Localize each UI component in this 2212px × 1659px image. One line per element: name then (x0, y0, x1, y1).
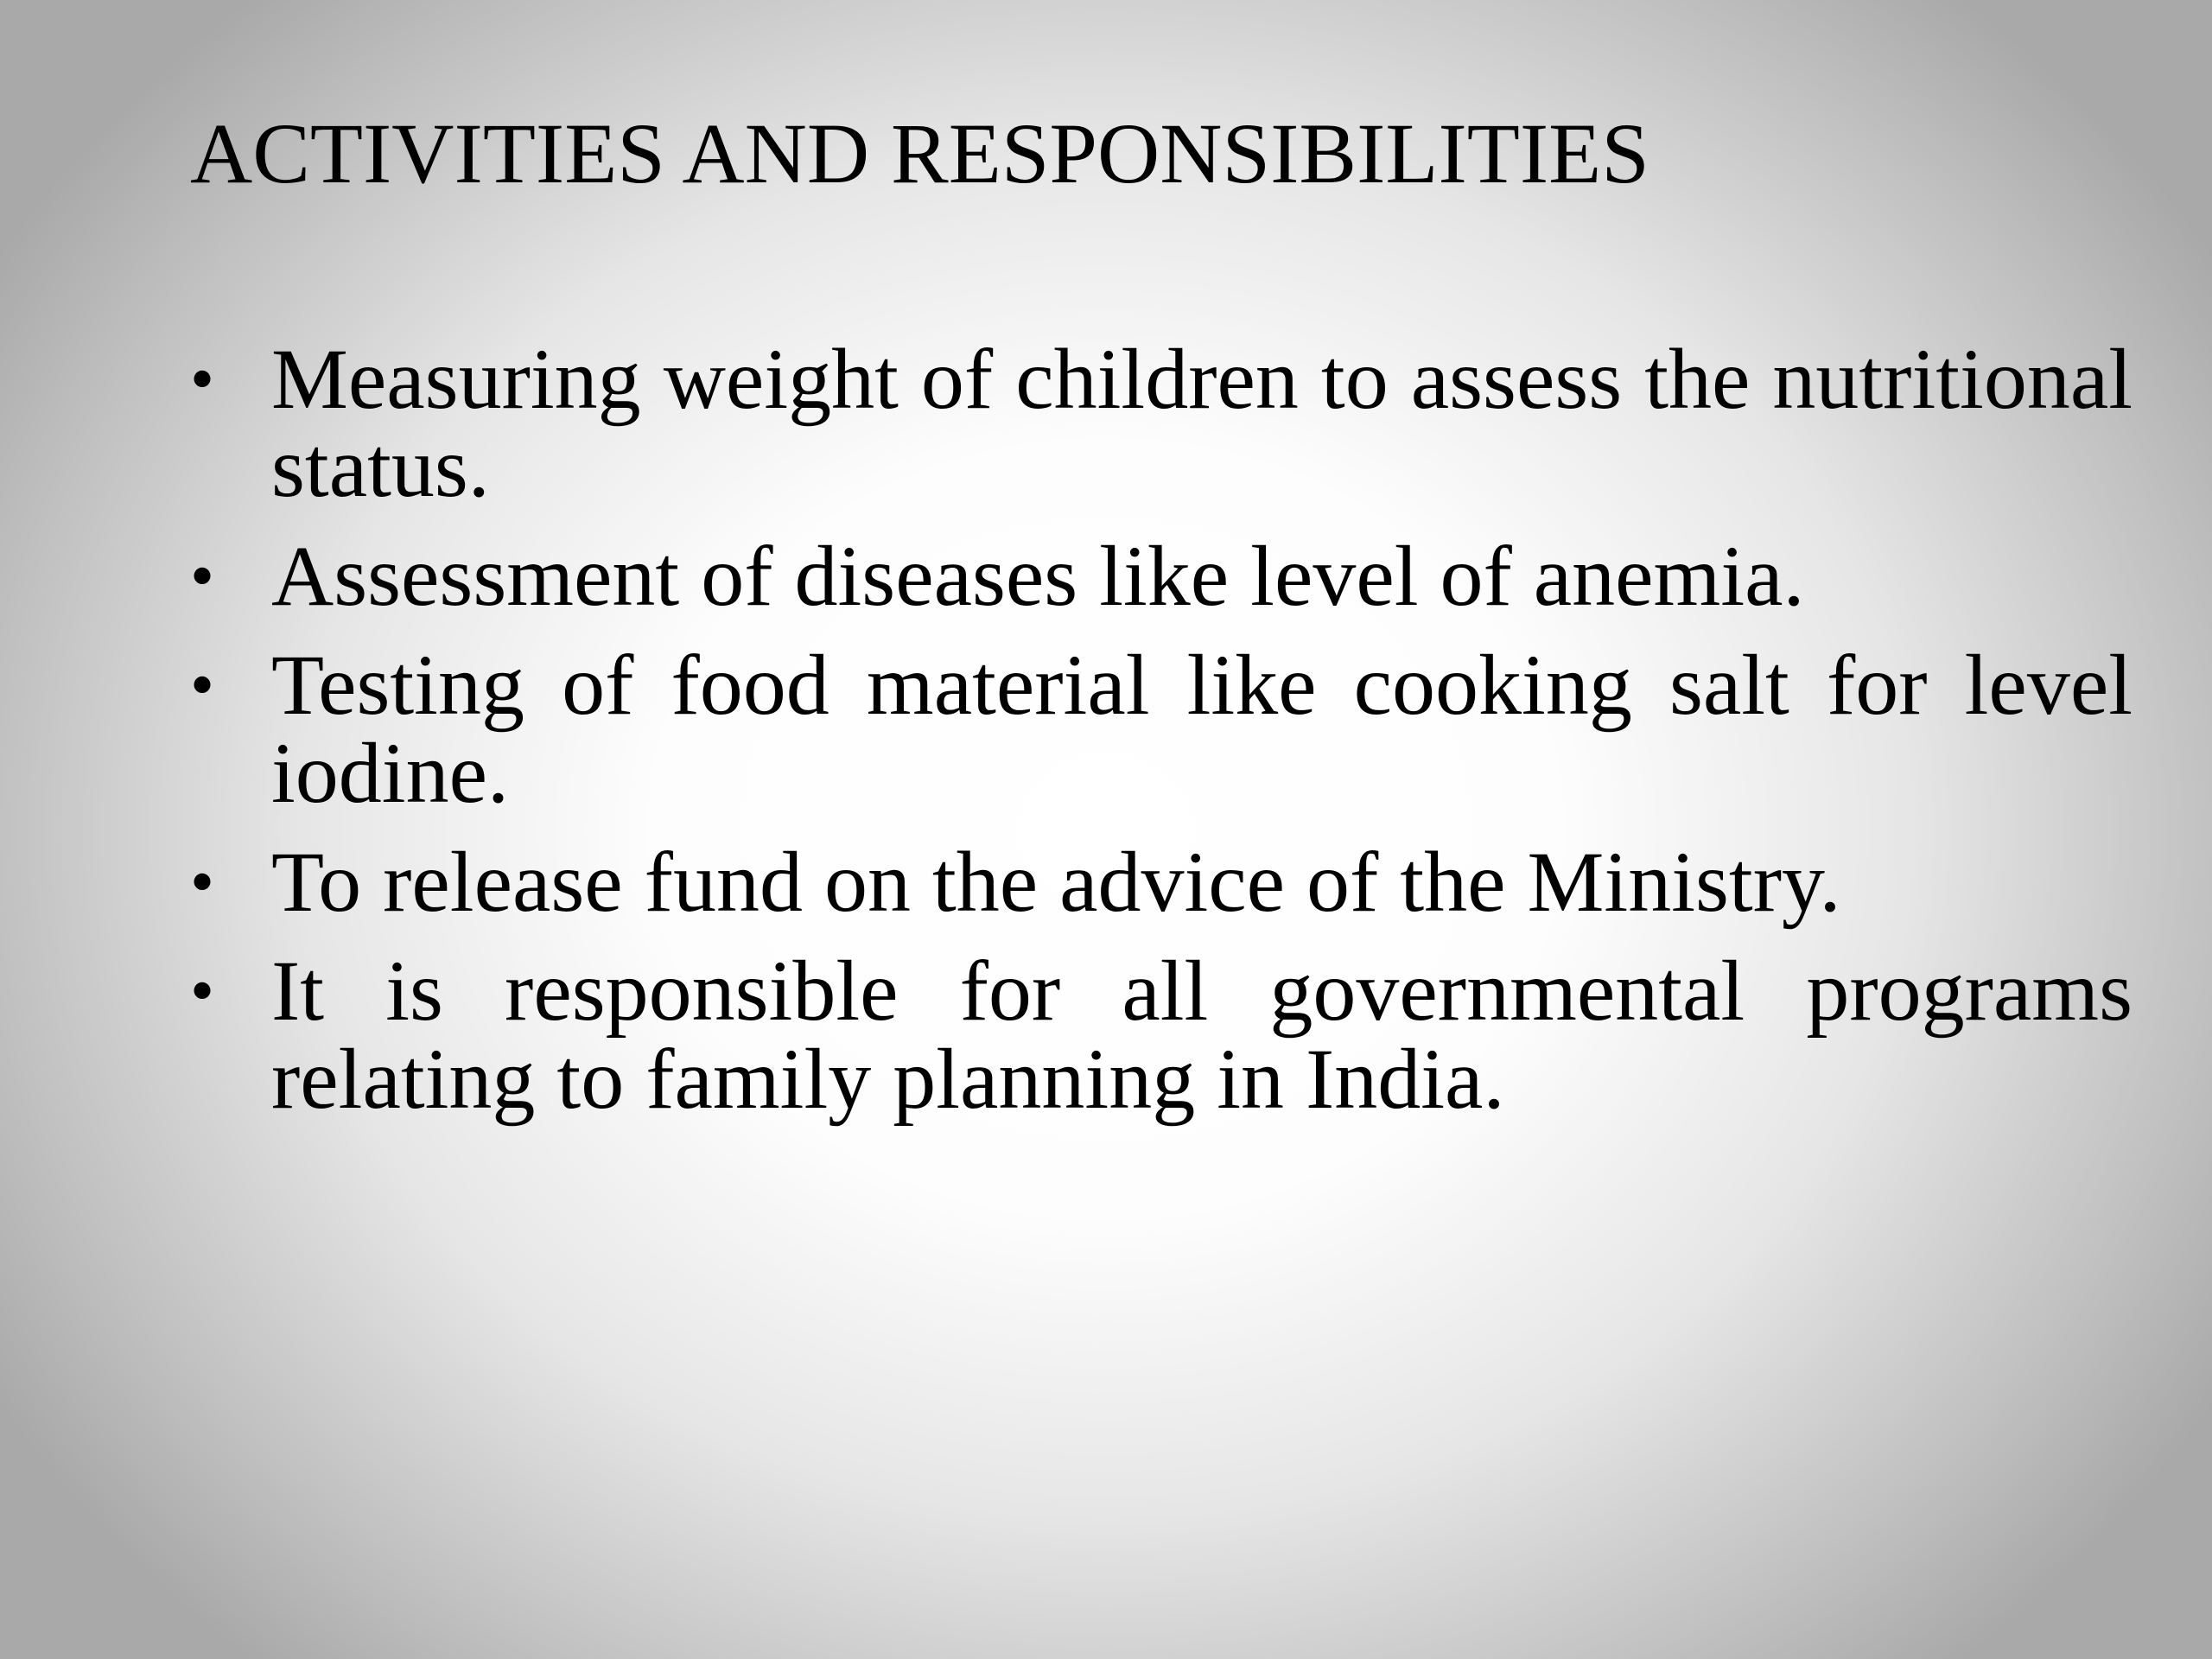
bullet-icon: • (190, 341, 215, 417)
bullet-text: Measuring weight of children to assess the nutritional status. (271, 331, 2133, 515)
list-item (190, 834, 2133, 930)
bullet-text: It is responsible for all governmental programs relating to family planning in India. (271, 943, 2133, 1127)
bullet-icon: • (190, 844, 215, 920)
bullet-list (190, 331, 2133, 1144)
bullet-icon: • (190, 953, 215, 1029)
list-item (190, 331, 2133, 515)
list-item (190, 637, 2133, 821)
slide-title: ACTIVITIES AND RESPONSIBILITIES (190, 105, 1649, 201)
bullet-text: Assessment of diseases like level of anemia. (271, 528, 1805, 624)
bullet-text: To release fund on the advice of the Ministry. (271, 834, 1841, 930)
list-item (190, 528, 2133, 624)
list-item (190, 943, 2133, 1127)
bullet-icon: • (190, 647, 215, 723)
bullet-text: Testing of food material like cooking salt for level iodine. (271, 637, 2133, 821)
bullet-icon: • (190, 538, 215, 614)
